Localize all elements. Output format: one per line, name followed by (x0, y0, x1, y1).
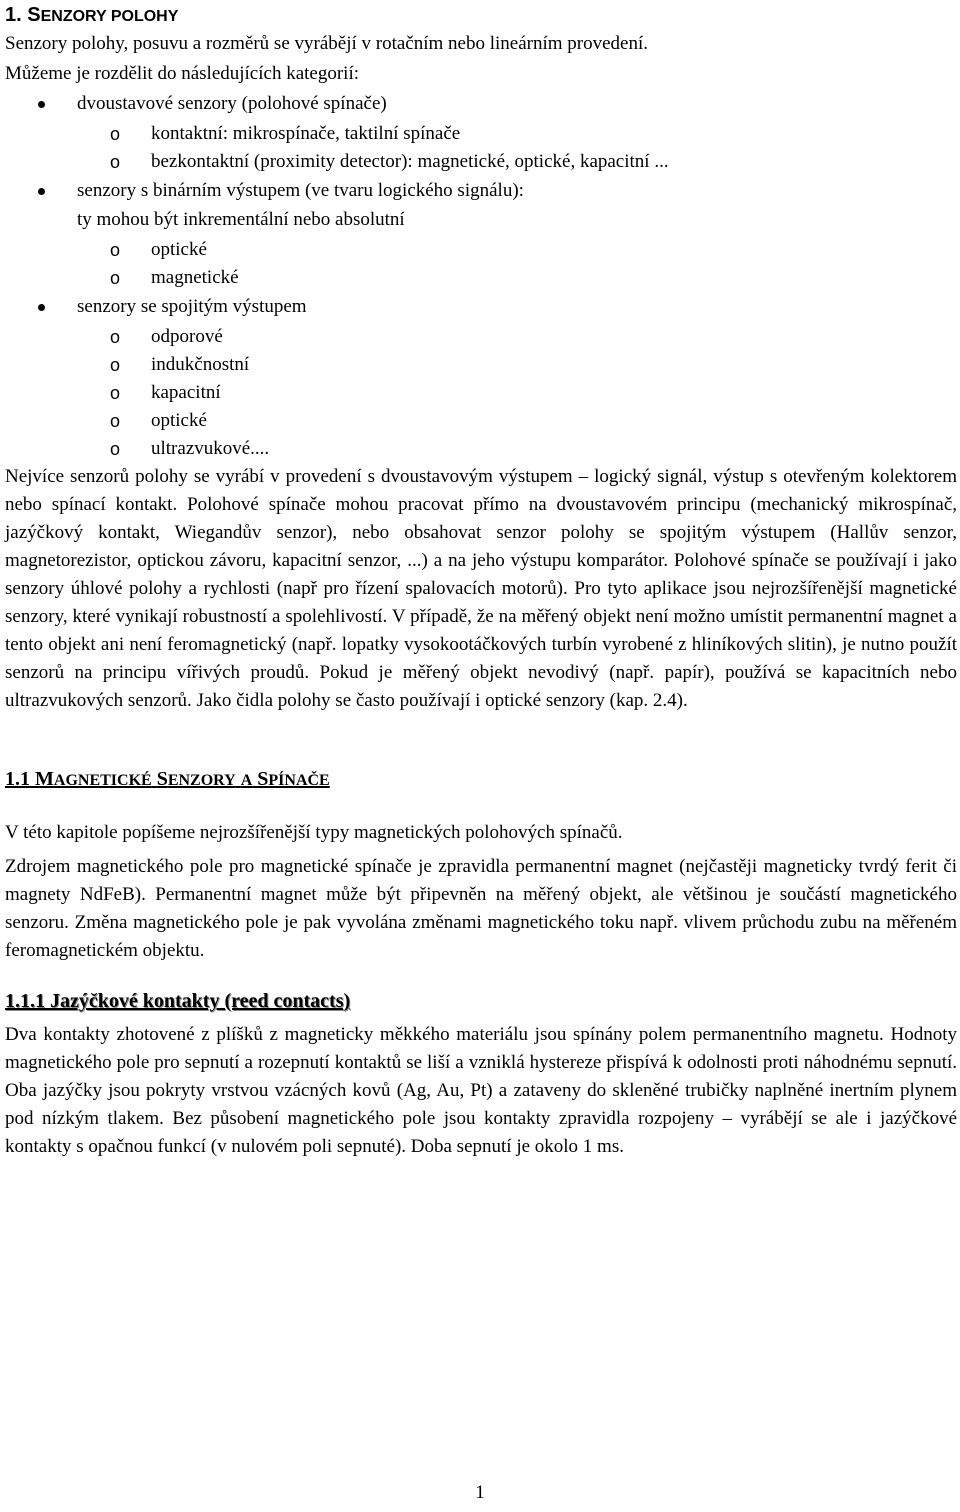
paragraph-reed-contacts: Dva kontakty zhotovené z plíšků z magneticky měkkého materiálu jsou spínány polem permanentního magnetu. Hodnoty magnetického pole pro sepnutí a rozepnutí kontaktů se liší a vzniklá hystereze přispívá k odolnosti proti náhodnému sepnutí. Oba jazýčky jsou pokryty vrstvou vzácných kovů (Ag, Au, Pt) a zataveny do skleněné trubičky naplněné inertním plynem pod nízkým tlakem. Bez působení magnetického pole jsou kontakty zpravidla rozpojeny – vyrábějí se ale i jazýčkové kontakty s opačnou funkcí (v nulovém poli sepnuté). Doba sepnutí je okolo 1 ms. (5, 1024, 957, 1157)
sub-list-item: o ultrazvukové.... (77, 435, 957, 463)
sub-list-item: o magnetické (77, 264, 957, 292)
document-page (5, 0, 957, 1161)
list-item-dvoustavove (5, 89, 957, 176)
heading-smallcaps: AGNETICKÉ (53, 772, 152, 789)
list-item-spojity (5, 292, 957, 463)
heading-smallcaps: ENZORY POLOHY (40, 8, 179, 25)
list-item-label-cont: ty mohou být inkrementální nebo absolutní (77, 209, 405, 230)
list-item-binarni (5, 176, 957, 292)
page-number: 1 (475, 1482, 485, 1503)
sub-list (77, 120, 957, 176)
heading-cap: M (35, 768, 54, 790)
sub-list-item: o indukčnostní (77, 351, 957, 379)
heading-magneticke-senzory (5, 765, 957, 795)
paragraph-section-intro: V této kapitole popíšeme nejrozšířenější typy magnetických polohových spínačů. (5, 822, 623, 843)
intro-line-1: Senzory polohy, posuvu a rozměrů se vyrábějí v rotačním nebo lineárním provedení. (5, 33, 649, 54)
heading-smallcaps: PÍNAČE (268, 772, 330, 789)
heading-cap: S (257, 768, 269, 790)
heading-smallcaps: ENZORY (167, 772, 236, 789)
heading-jazyckove-kontakty: 1.1.1 Jazýčkové kontakty (reed contacts) (5, 990, 351, 1012)
sub-list-item: o kontaktní: mikrospínače, taktilní spínače (77, 120, 957, 148)
heading-cap: S (156, 768, 168, 790)
intro-line-2: Můžeme je rozdělit do následujících kategorií: (5, 63, 360, 84)
heading-senzory-polohy (5, 3, 957, 29)
sub-list-item: o optické (77, 407, 957, 435)
heading-number: 1.1 (5, 768, 30, 790)
heading-smallcaps: A (240, 772, 253, 789)
sub-list-item: o optické (77, 236, 957, 264)
category-list (5, 89, 957, 463)
paragraph-main: Nejvíce senzorů polohy se vyrábí v provedení s dvoustavovým výstupem – logický signál, výstup s otevřeným kolektorem nebo spínací kontakt. Polohové spínače mohou pracovat přímo na dvoustavovém principu (mechanický mikrospínač, jazýčkový kontakt, Wiegandův senzor), nebo obsahovat senzor polohy se spojitým výstupem (Hallův senzor, magnetorezistor, optickou závoru, kapacitní senzor, ...) a na jeho výstupu komparátor. Polohové spínače se používají i jako senzory úhlové polohy a rychlosti (např pro řízení spalovacích motorů). Pro tyto aplikace jsou nejrozšířenější magnetické senzory, které vynikají robustností a spolehlivostí. V případě, že na měřený objekt není možno umístit permanentní magnet a tento objekt ani není feromagnetický (např. lopatky vysokootáčkových turbín vyrobené z hliníkových slitin), je nutno použít senzorů na principu vířivých proudů. Pokud je měřený objekt nevodivý (např. papír), používá se kapacitních nebo ultrazvukových senzorů. Jako čidla polohy se často používají i optické senzory (kap. 2.4). (5, 466, 957, 711)
heading-cap: S (27, 4, 41, 26)
heading-number: 1. (5, 4, 22, 26)
sub-list-item: o kapacitní (77, 379, 957, 407)
sub-list (77, 323, 957, 463)
list-item-label: dvoustavové senzory (polohové spínače) (77, 93, 387, 114)
sub-list (77, 236, 957, 292)
sub-list-item: o bezkontaktní (proximity detector): magnetické, optické, kapacitní ... (77, 148, 957, 176)
sub-list-item: o odporové (77, 323, 957, 351)
paragraph-magnet-source: Zdrojem magnetického pole pro magnetické spínače je zpravidla permanentní magnet (nejčastěji magneticky tvrdý ferit či magnety NdFeB). Permanentní magnet může být připevněn na měřený objekt, ale většinou je součástí magnetického senzoru. Změna magnetického pole je pak vyvolána změnami magnetického toku např. vlivem průchodu zubu na měřeném feromagnetickém objektu. (5, 856, 957, 961)
list-item-label: senzory s binárním výstupem (ve tvaru logického signálu): (77, 180, 524, 201)
list-item-label: senzory se spojitým výstupem (77, 296, 307, 317)
